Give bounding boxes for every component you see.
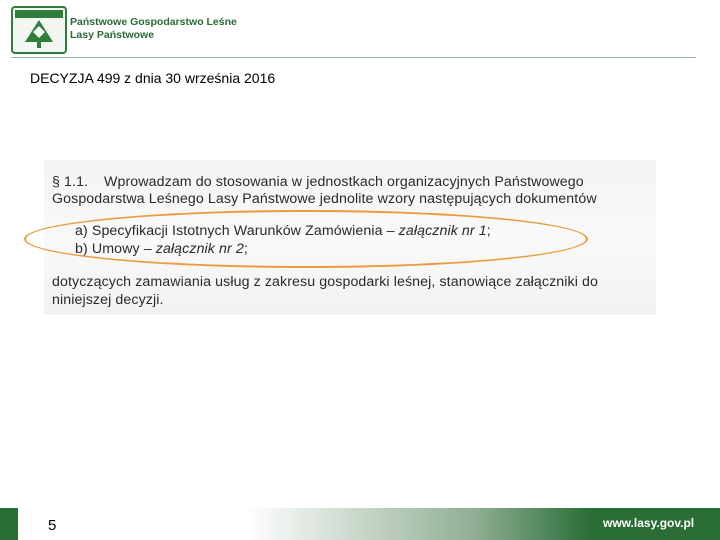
org-name-line1: Państwowe Gospodarstwo Leśne (70, 16, 237, 28)
excerpt-line-4: dotyczących zamawiania usług z zakresu gospodarki leśnej, stanowiące załączniki do (52, 274, 599, 290)
footer-left-block (0, 508, 18, 540)
header-divider (11, 57, 696, 58)
highlight-ellipse (24, 210, 588, 268)
tree-emblem-icon (13, 8, 65, 52)
org-name-line2: Lasy Państwowe (70, 29, 155, 41)
list-item-a-end: ; (486, 223, 491, 239)
section-number: § 1.1. (52, 174, 89, 190)
list-item-b-end: ; (243, 241, 248, 257)
list-marker-b: b) (75, 241, 88, 257)
slide-title: DECYZJA 499 z dnia 30 września 2016 (30, 70, 276, 86)
excerpt-line-5: niniejszej decyzji. (52, 292, 164, 308)
organization-name (70, 16, 237, 42)
list-item-b-text: Umowy – (91, 241, 156, 257)
list-marker-a: a) (75, 223, 88, 239)
lasy-panstwowe-logo (11, 6, 67, 54)
website-link[interactable]: www.lasy.gov.pl (603, 516, 695, 530)
page-number: 5 (48, 517, 57, 534)
excerpt-line-1 (52, 174, 584, 190)
list-item-b-ref: załącznik nr 2 (155, 241, 244, 257)
excerpt-line-2: Gospodarstwa Leśnego Lasy Państwowe jednolite wzory następujących dokumentów (52, 191, 597, 207)
footer-gradient (18, 508, 590, 540)
list-item-a-text: Specyfikacji Istotnych Warunków Zamówienia – (91, 223, 399, 239)
excerpt-line-1-text: Wprowadzam do stosowania w jednostkach organizacyjnych Państwowego (104, 174, 584, 190)
list-item-a-ref: załącznik nr 1 (398, 223, 487, 239)
